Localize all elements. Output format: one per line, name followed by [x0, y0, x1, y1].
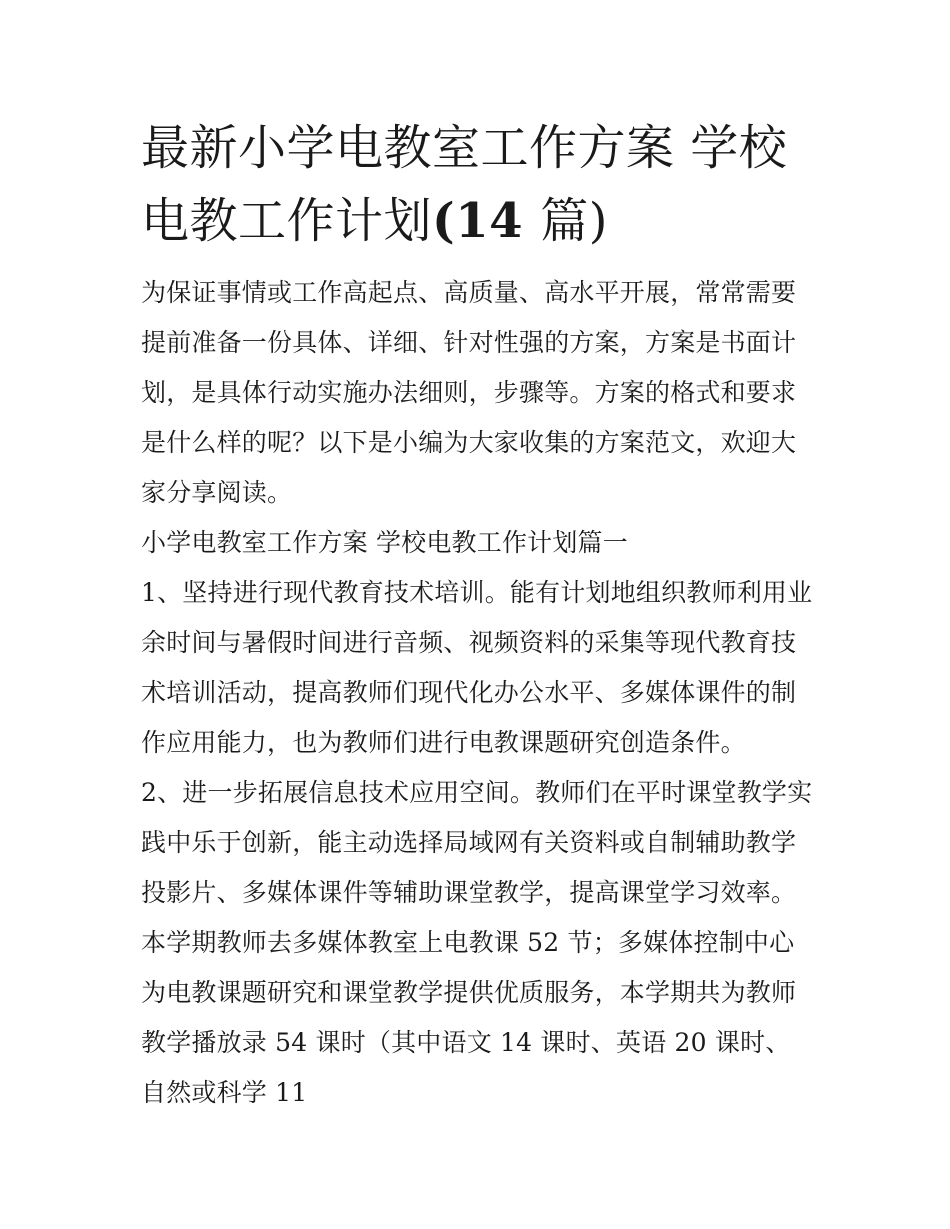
title-suffix: 篇) — [540, 193, 608, 249]
title-count: (14 — [432, 193, 541, 249]
intro-paragraph: 为保证事情或工作高起点、高质量、高水平开展，常常需要提前准备一份具体、详细、针对性强的方案，方案是书面计划，是具体行动实施办法细则，步骤等。方案的格式和要求是什么样的呢？以下是小编为大家收集的方案范文，欢迎大家分享阅读。 — [141, 278, 797, 507]
document-body — [141, 112, 813, 1118]
body-paragraph-2: 2、进一步拓展信息技术应用空间。教师们在平时课堂教学实践中乐于创新，能主动选择局域网有关资料或自制辅助教学投影片、多媒体课件等辅助课堂教学，提高课堂学习效率。本学期教师去多媒体教室上电教课 52 节；多媒体控制中心为电教课题研究和课堂教学提供优质服务，本学期共为教师教学播放录 54 课时（其中语文 14 课时、英语 20 课时、自然或科学 11 — [141, 778, 813, 1107]
document-title — [141, 112, 813, 258]
body-paragraph-1: 1、坚持进行现代教育技术培训。能有计划地组织教师利用业余时间与暑假时间进行音频、视频资料的采集等现代教育技术培训活动，提高教师们现代化办公水平、多媒体课件的制作应用能力，也为教师们进行电教课题研究创造条件。 — [141, 578, 813, 757]
section-heading: 小学电教室工作方案 学校电教工作计划篇一 — [141, 528, 628, 557]
title-text: 最新小学电教室工作方案 学校电教工作计划 — [141, 120, 788, 249]
